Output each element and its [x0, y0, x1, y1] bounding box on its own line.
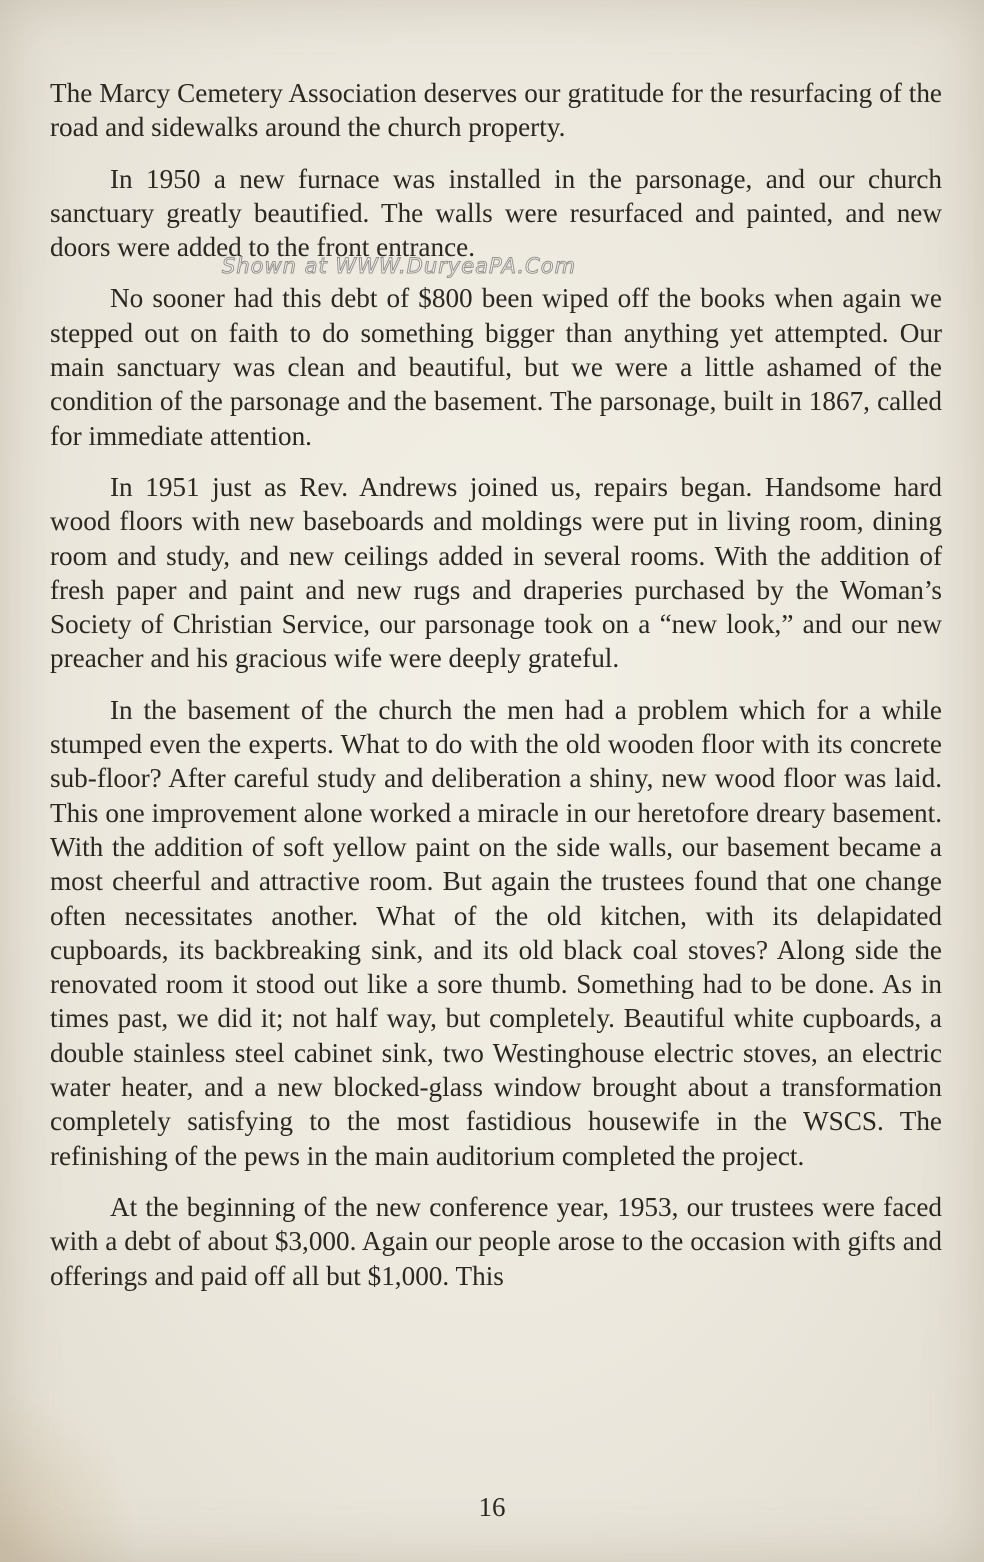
paragraph-1953-debt: At the beginning of the new conference year, 1953, our trustees were faced with a debt of about $3,000. Again our people arose to the occasion with gifts and offerings and paid off all but $1,000. This: [50, 1191, 942, 1291]
paragraph-1950-furnace: In 1950 a new furnace was installed in the parsonage, and our church sanctuary greatly beautified. The walls were resurfaced and painted, and new doors were added to the front entrance.: [50, 163, 942, 263]
paragraph-debt-800: No sooner had this debt of $800 been wiped off the books when again we stepped out on faith to do something bigger than anything yet attempted. Our main sanctuary was clean and beautiful, but we were a little ashamed of the condition of the parsonage and the basement. The parsonage, built in 1867, called for immediate attention.: [50, 283, 942, 451]
paragraph-cemetery-association: The Marcy Cemetery Association deserves our gratitude for the resurfacing of the road and sidewalks around the church property.: [50, 78, 942, 143]
page-number: 16: [478, 1492, 506, 1522]
paragraph-1951-repairs: In 1951 just as Rev. Andrews joined us, repairs began. Handsome hard wood floors with new baseboards and moldings were put in living room, dining room and study, and new ceilings added in several rooms. With the addition of fresh paper and paint and new rugs and draperies purchased by the Woman’s Society of Christian Service, our parsonage took on a “new look,” and our new preacher and his gracious wife were deeply grateful.: [50, 471, 942, 674]
page-stain: [0, 1392, 140, 1562]
watermark-text: Shown at WWW.DuryeaPA.Com: [222, 254, 577, 278]
paragraph-basement: In the basement of the church the men had a problem which for a while stumped even the experts. What to do with the old wooden floor with its concrete sub-floor? After careful study and deliberation a shiny, new wood floor was laid. This one improvement alone worked a miracle in our heretofore dreary basement. With the addition of soft yellow paint on the side walls, our basement became a most cheerful and attractive room. But again the trustees found that one change often necessitates another. What of the old kitchen, with its delapidated cupboards, its backbreaking sink, and its old black coal stoves? Along side the renovated room it stood out like a sore thumb. Something had to be done. As in times past, we did it; not half way, but completely. Beautiful white cupboards, a double stainless steel cabinet sink, two Westinghouse electric stoves, an electric water heater, and a new blocked-glass window brought about a transformation completely satisfying to the most fastidious housewife in the WSCS. The refinishing of the pews in the main auditorium completed the project.: [50, 694, 942, 1171]
